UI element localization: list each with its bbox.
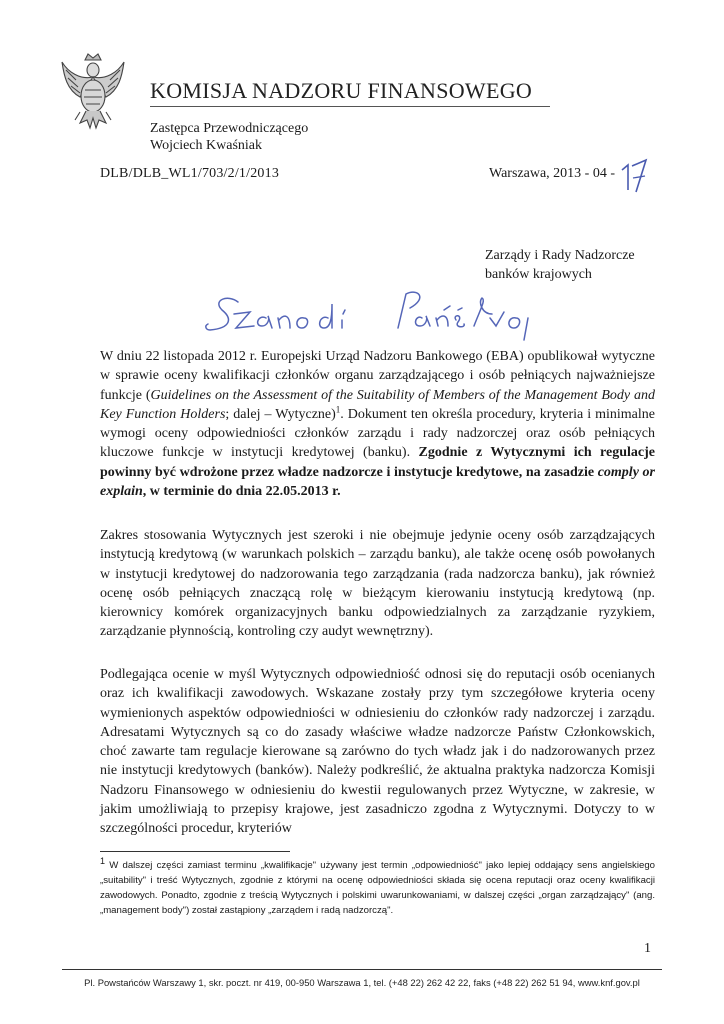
handwritten-date-day [618,156,652,194]
bold-text-run: , w terminie do dnia 22.05.2013 r. [142,484,341,500]
handwritten-salutation [200,280,540,350]
footer-divider [62,969,662,970]
sender-role: Zastępca Przewodniczącego [150,121,309,136]
reference-number: DLB/DLB_WL1/703/2/1/2013 [100,166,280,181]
footnote [100,855,655,918]
sender-name: Wojciech Kwaśniak [150,138,262,153]
recipient-line: Zarządy i Rady Nadzorcze [485,248,635,263]
comply-or-explain: comply or explain [100,464,655,500]
polish-eagle-emblem-icon [58,50,128,134]
header-divider [150,106,550,107]
paragraph-suitability: Podlegająca ocenie w myśl Wytycznych odpowiedniość odnosi się do reputacji osób ocenianych oraz ich kwalifikacji zawodowych. Wskazane zostały przy tym szczegółowe kryteria oceny wymienionych aspektów odpowiedniości w odniesieniu do członków rady nadzorczej i zarządu. Adresatami Wytycznych są co do zasady właściwe władze nadzorcze Państw Członkowskich, choć zawarte tam regulacje kierowane są zarówno do tych władz jak i do nadzorowanych przez nie instytucji kredytowych (banków). Należy podkreślić, że aktualna praktyka nadzorcza Komisji Nadzoru Finansowego w odniesieniu do kwestii regulowanych przez Wytyczne, w zakresie, w jakim umożliwiają to przepisy krajowe, jest zasadniczo zgodna z Wytycznymi. Dotyczy to w szczególności procedur, kryteriów [100,667,655,837]
guidelines-title: Guidelines on the Assessment of the Suitability of Members of the Management Body and Key Function Holders [100,387,655,422]
recipient [485,246,635,284]
place-date: Warszawa, 2013 - 04 - [489,166,615,181]
organization-name: KOMISJA NADZORU FINANSOWEGO [150,78,533,103]
footnote-text: W dalszej części zamiast terminu „kwalifikacje" używany jest termin „odpowiedniość" jako lepiej oddający sens angielskiego „suitability" i treść Wytycznych, zgodnie z którymi na ocenę odpowiedniości składa się ocena reputacji oraz oceny kwalifikacji zawodowych. Ponadto, zgodnie z treścią Wytycznych i polskimi uwarunkowaniami, w dalszej części „organ zarządzający" (ang. „management body") został zastąpiony „zarządem i radą nadzorczą". [100,860,655,916]
page-number: 1 [644,941,651,956]
text-run: . Dokument ten określa procedury, kryteria i minimalne wymogi oceny odpowiedniości członków zarządu i rady nadzorczej oraz osób pełniących kluczowe funkcje w instytucji kredytowej (banku). [100,406,655,461]
footnote-marker: 1 [100,855,106,866]
text-run: ; dalej – Wytyczne) [225,406,336,422]
footnote-divider [100,851,290,852]
footnote-reference: 1 [335,404,341,415]
bold-text-run: Zgodnie z Wytycznymi ich regulacje powinny być wdrożone przez władze nadzorcze i instytucje kredytowe, na zasadzie [100,445,655,480]
recipient-line: banków krajowych [485,267,592,282]
paragraph-eba-guidelines [100,347,655,501]
footer-address: Pl. Powstańców Warszawy 1, skr. poczt. nr 419, 00-950 Warszawa 1, tel. (+48 22) 262 42 22, faks (+48 22) 262 51 94, www.knf.gov.pl [84,977,640,988]
paragraph-scope: Zakres stosowania Wytycznych jest szeroki i nie obejmuje jedynie oceny osób zarządzających instytucją kredytową (w warunkach polskich – zarządu banku), ale także ocenę osób powołanych w instytucji kredytowej do nadzorowania tego zarządzania (rada nadzorcza banku), jak również ocenę osób pełniących znaczącą rolę w bieżącym kierowaniu instytucją kredytową (np. kierownicy komórek organizacyjnych banku odpowiedzialnych za zarządzanie ryzykiem, zarządzanie płynnością, kontroling czy audyt wewnętrzny). [100,528,655,640]
text-run: W dniu 22 listopada 2012 r. Europejski Urząd Nadzoru Bankowego (EBA) opublikował wytyczne w sprawie oceny kwalifikacji członków organu zarządzającego i osób pełniących najważniejsze funkcje ( [100,349,655,403]
